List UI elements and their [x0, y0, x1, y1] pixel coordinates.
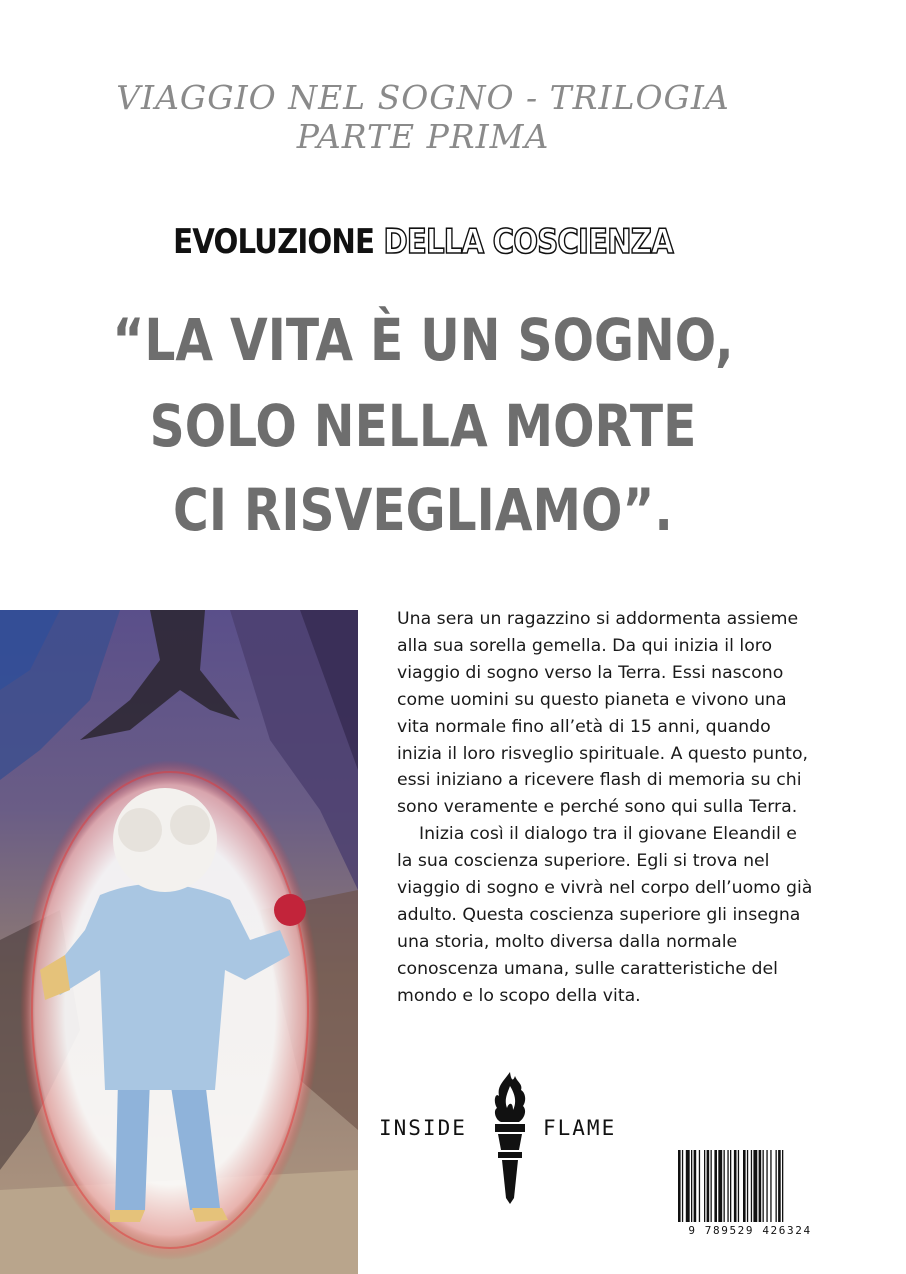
publisher-name-inside: INSIDE: [379, 1116, 467, 1140]
description-paragraph: Inizia così il dialogo tra il giovane Eleandil e la sua coscienza superiore. Egli si trova nel viaggio di sogno e vivrà nel corpo dell’uomo già adulto. Questa coscienza superiore gli insegna una storia, molto diversa dalla normale conoscenza umana, sulle caratteristiche del mondo e lo scopo della vita.: [397, 824, 813, 1006]
barcode-bar: [694, 1150, 697, 1222]
barcode-bar: [776, 1150, 777, 1222]
isbn-number: 9 789529 426324: [688, 1224, 812, 1237]
barcode-bar: [678, 1150, 681, 1222]
publisher-name-flame: FLAME: [543, 1116, 617, 1140]
barcode-bars: [676, 1150, 822, 1224]
barcode-bar: [766, 1150, 767, 1222]
isbn-barcode: [676, 1150, 822, 1246]
subtitle-word-evoluzione: EVOLUZIONE: [173, 222, 375, 262]
barcode-bar: [724, 1150, 725, 1222]
barcode-bar: [718, 1150, 722, 1222]
series-part: PARTE PRIMA: [296, 117, 550, 156]
barcode-bar: [738, 1150, 739, 1222]
torch-icon: [489, 1072, 531, 1204]
barcode-bar: [711, 1150, 712, 1222]
quote-line: CI RISVEGLIAMO”.: [173, 476, 673, 544]
watercolor-illustration: [0, 610, 358, 1274]
quote-line: “LA VITA È UN SOGNO,: [112, 306, 734, 374]
barcode-bar: [751, 1150, 752, 1222]
barcode-bar: [699, 1150, 700, 1222]
barcode-bar: [734, 1150, 737, 1222]
barcode-bar: [763, 1150, 764, 1222]
barcode-bar: [778, 1150, 781, 1222]
subtitle-words-coscienza: DELLA COSCIENZA: [383, 222, 673, 262]
barcode-bar: [770, 1150, 771, 1222]
barcode-bar: [759, 1150, 762, 1222]
boy-in-forest-painting: [0, 610, 358, 1274]
barcode-bar: [743, 1150, 746, 1222]
description-paragraph: Una sera un ragazzino si addormenta assieme alla sua sorella gemella. Da qui inizia il loro viaggio di sogno verso la Terra. Essi nascono come uomini su questo pianeta e vivono una vita normale fino all’età di 15 anni, quando inizia il loro risveglio spirituale. A questo punto, essi iniziano a ricevere flash di memoria su chi sono veramente e perché sono qui sulla Terra.: [397, 609, 809, 818]
barcode-bar: [686, 1150, 690, 1222]
book-subtitle: [59, 222, 787, 262]
barcode-bar: [704, 1150, 705, 1222]
barcode-bar: [727, 1150, 728, 1222]
publisher-logo: [375, 1072, 645, 1204]
barcode-bar: [753, 1150, 757, 1222]
barcode-bar: [682, 1150, 683, 1222]
barcode-bar: [730, 1150, 731, 1222]
book-description: [397, 606, 817, 1010]
barcode-bar: [707, 1150, 710, 1222]
barcode-bar: [782, 1150, 783, 1222]
quote-line: SOLO NELLA MORTE: [149, 392, 697, 460]
barcode-bar: [714, 1150, 717, 1222]
barcode-bar: [747, 1150, 748, 1222]
barcode-bar: [691, 1150, 692, 1222]
series-title: VIAGGIO NEL SOGNO - TRILOGIA: [116, 78, 730, 117]
